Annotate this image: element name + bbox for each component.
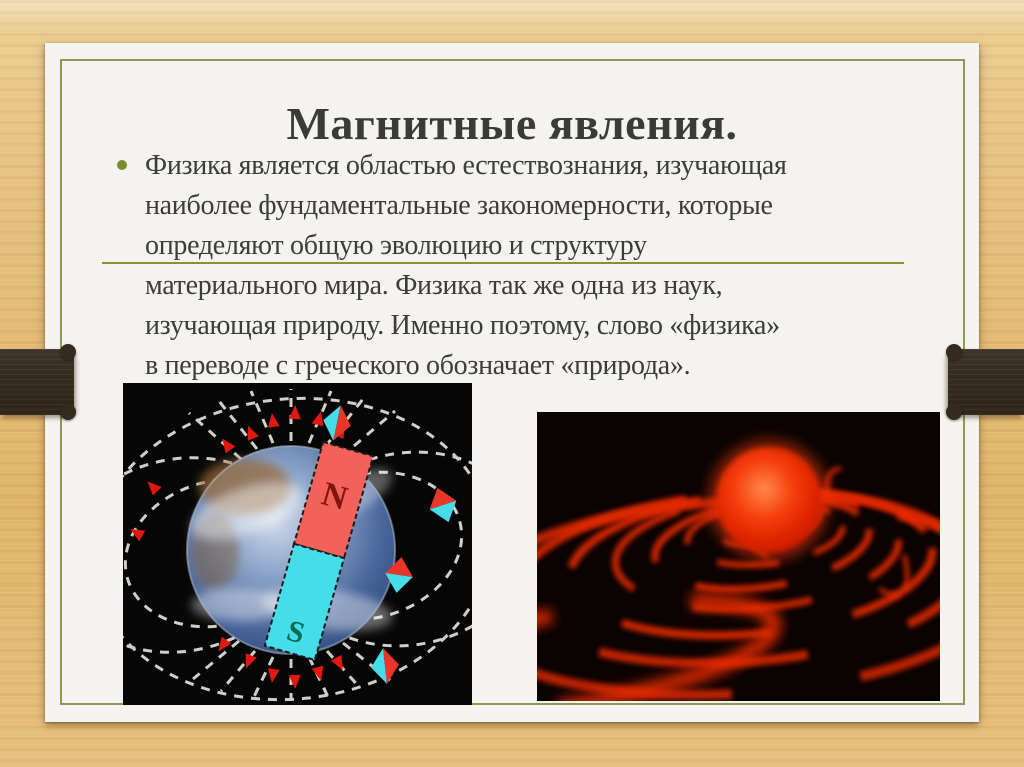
body-line: изучающая природу. Именно поэтому, слово «физика» — [145, 310, 780, 341]
bullet-paragraph — [145, 146, 787, 386]
body-line: в переводе с греческого обозначает «природа». — [145, 350, 691, 381]
slide-title: Магнитные явления. — [286, 97, 738, 149]
body-line: материального мира. Физика так же одна из наук, — [145, 270, 723, 301]
earth-magnetic-field-image — [123, 383, 472, 705]
left-clip-decoration — [0, 349, 74, 415]
magnet-south-label: S — [283, 614, 309, 651]
body-line: наиболее фундаментальные закономерности, которые — [145, 190, 773, 221]
body-line: определяют общую эволюцию и структуру — [145, 230, 647, 261]
glowing-sphere — [707, 438, 831, 562]
bullet-dot-icon — [117, 160, 127, 170]
slide-canvas — [45, 43, 979, 722]
right-clip-decoration — [948, 349, 1024, 415]
red-field-rings-image — [537, 412, 940, 701]
magnet-north-label: N — [317, 475, 352, 518]
body-line: Физика является областью естествознания, изучающая — [145, 150, 787, 181]
